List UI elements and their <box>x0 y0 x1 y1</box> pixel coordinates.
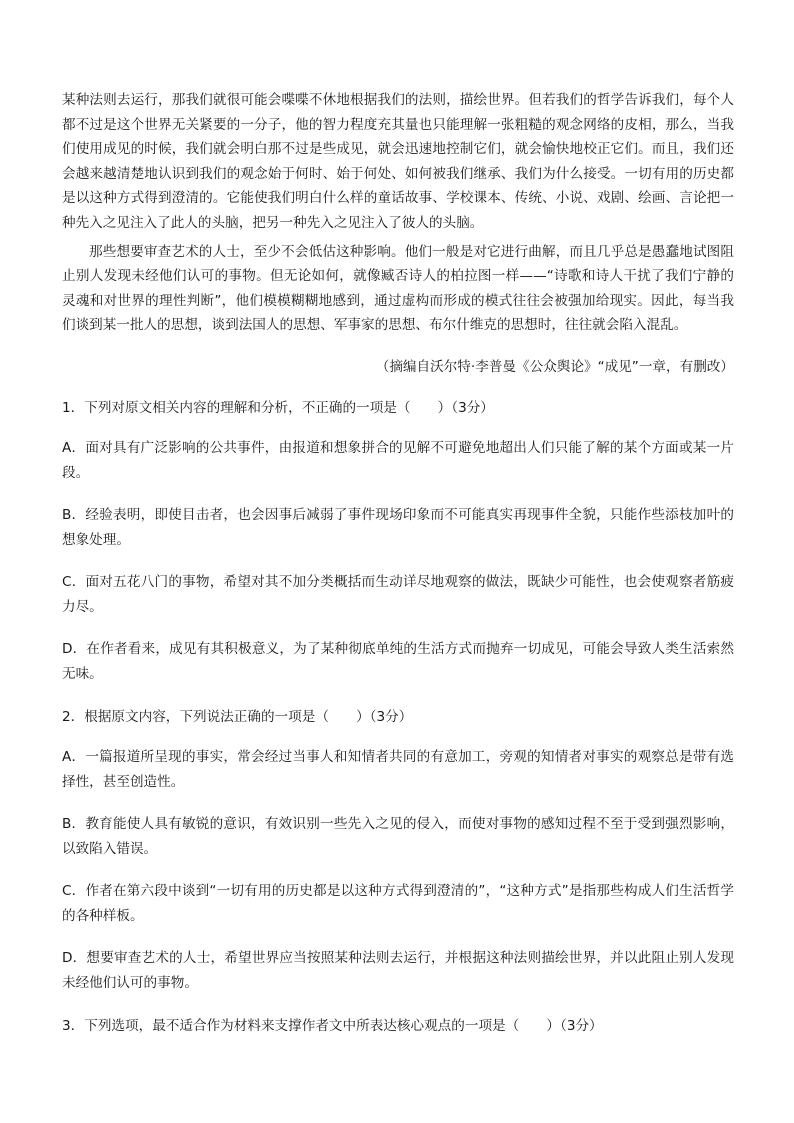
source-spacer <box>62 338 734 355</box>
option-a: A．面对具有广泛影响的公共事件，由报道和想象拼合的见解不可避免地超出人们只能了解的某个方面或某一片段。 <box>62 439 734 482</box>
passage-source: （摘编自沃尔特·李普曼《公众舆论》“成见”一章，有删改） <box>375 358 734 375</box>
option-c: C．面对五花八门的事物，希望对其不加分类概括而生动详尽地观察的做法，既缺少可能性，也会使观察者筋疲力尽。 <box>62 573 734 616</box>
option-c: C．作者在第六段中谈到“一切有用的历史都是以这种方式得到澄清的”，“这种方式”是指那些构成人们生活哲学的各种样板。 <box>62 882 734 925</box>
question-3 <box>62 1014 734 1038</box>
question-stem: 3．下列选项，最不适合作为材料来支撑作者文中所表达核心观点的一项是（ ）（3分） <box>62 1017 603 1034</box>
option-d: D．想要审查艺术的人士，希望世界应当按照某种法则去运行，并根据这种法则描绘世界，并以此阻止别人发现未经他们认可的事物。 <box>62 949 734 992</box>
passage-paragraph-1: 某种法则去运行，那我们就很可能会喋喋不休地根据我们的法则，描绘世界。但若我们的哲学告诉我们，每个人都不过是这个世界无关紧要的一分子，他的智力程度充其量也只能理解一张粗糙的观念网络的皮相，那么，当我们使用成见的时候，我们就会明白那不过是些成见，就会迅速地控制它们，就会愉快地校正它们。而且，我们还会越来越清楚地认识到我们的观念始于何时、始于何处、如何被我们继承、我们为什么接受。一切有用的历史都是以这种方式得到澄清的。它能使我们明白什么样的童话故事、学校课本、传统、小说、戏剧、绘画、言论把一种先入之见注入了此人的头脑，把另一种先入之见注入了彼人的头脑。 <box>62 92 734 231</box>
option-d: D．在作者看来，成见有其积极意义，为了某种彻底单纯的生活方式而抛弃一切成见，可能会导致人类生活索然无味。 <box>62 640 734 683</box>
question-1 <box>62 396 734 688</box>
option-a: A．一篇报道所呈现的事实，常会经过当事人和知情者共同的有意加工，旁观的知情者对事实的观察总是带有选择性，甚至创造性。 <box>62 748 734 791</box>
document-page <box>62 88 734 1038</box>
option-b: B．经验表明，即使目击者，也会因事后减弱了事件现场印象而不可能真实再现事件全貌，只能作些添枝加叶的想象处理。 <box>62 506 734 549</box>
question-2 <box>62 705 734 997</box>
question-stem: 2．根据原文内容，下列说法正确的一项是（ ）（3分） <box>62 708 413 725</box>
question-stem: 1．下列对原文相关内容的理解和分析，不正确的一项是（ ）（3分） <box>62 399 494 416</box>
passage-paragraph-2: 那些想要审查艺术的人士，至少不会低估这种影响。他们一般是对它进行曲解，而且几乎总是愚蠢地试图阻止别人发现未经他们认可的事物。但无论如何，就像臧否诗人的柏拉图一样——“诗歌和诗人干扰了我们宁静的灵魂和对世界的理性判断”，他们模模糊糊地感到，通过虚构而形成的模式往往会被强加给现实。因此，每当我们谈到某一批人的思想，谈到法国人的思想、军事家的思想、布尔什维克的思想时，往往就会陷入混乱。 <box>62 243 734 334</box>
option-b: B．教育能使人具有敏锐的意识，有效识别一些先入之见的侵入，而使对事物的感知过程不至于受到强烈影响，以致陷入错误。 <box>62 815 734 858</box>
